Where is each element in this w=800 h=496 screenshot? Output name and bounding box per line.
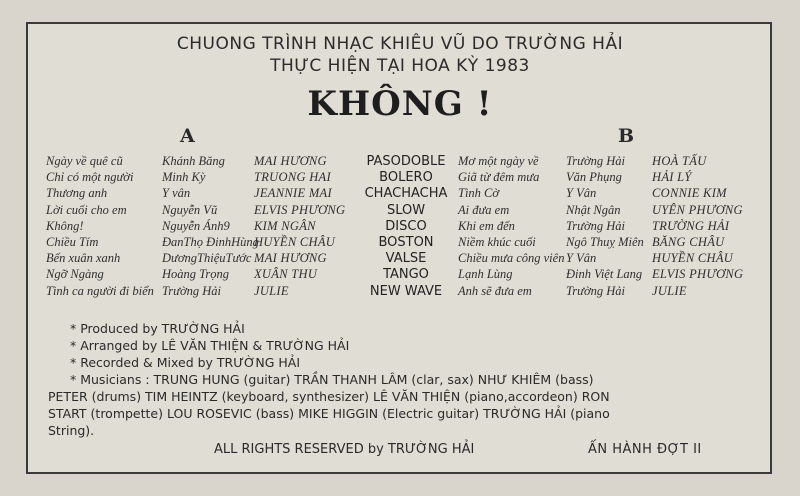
track-b-composer: Trường Hải [566, 218, 625, 233]
track-a-artist: TRUONG HAI [254, 170, 331, 185]
track-dance-style: PASODOBLE [366, 154, 446, 169]
track-b-artist: ELVIS PHƯƠNG [652, 267, 744, 282]
credit-arranged: * Arranged by LÊ VĂN THIỆN & TRƯỜNG HẢI [70, 338, 350, 353]
track-list [46, 154, 770, 300]
track-b-title: Khi em đến [458, 218, 515, 233]
track-b-title: Mơ một ngày về [458, 154, 539, 168]
track-a-title: Chỉ có một người [46, 170, 134, 185]
table-row [46, 203, 770, 219]
track-dance-style: SLOW [386, 202, 426, 218]
track-a-title: Thương anh [46, 186, 108, 201]
track-a-composer: ĐanThọ ĐinhHùng [162, 234, 259, 249]
track-a-artist: JULIE [254, 283, 289, 298]
track-b-composer: Ngô Thuỵ Miên [566, 234, 644, 249]
album-title: KHÔNG ! [307, 84, 493, 124]
program-heading: CHUONG TRÌNH NHẠC KHIÊU VŨ DO TRƯỜNG HẢI [176, 34, 624, 54]
table-row [46, 154, 770, 170]
track-b-title: Tình Cờ [458, 186, 500, 201]
track-a-artist: KIM NGÂN [254, 218, 316, 233]
track-a-artist: HUYỀN CHÂU [254, 234, 336, 249]
track-a-title: Chiều Tím [46, 234, 99, 249]
track-b-artist: JULIE [652, 283, 687, 298]
rights-notice: ALL RIGHTS RESERVED by TRƯỜNG HẢI [214, 442, 475, 457]
track-dance-style: TANGO [383, 267, 429, 283]
track-a-artist: XUÂN THU [254, 267, 318, 282]
track-b-title: Lạnh Lùng [458, 267, 513, 282]
side-a-label: A [180, 125, 195, 147]
track-a-composer: Nguyễn Ánh9 [162, 218, 230, 233]
track-a-title: Ngày về quê cũ [46, 154, 123, 168]
side-b-label: B [618, 125, 635, 147]
track-a-artist: MAI HƯƠNG [254, 154, 327, 168]
track-b-title: Anh sẽ đưa em [458, 283, 532, 298]
edition-label: ẤN HÀNH ĐỢT II [588, 442, 702, 457]
track-a-composer: Y vân [162, 186, 191, 201]
track-b-title: Giã từ đêm mưa [458, 170, 540, 185]
track-b-composer: Văn Phụng [566, 170, 622, 185]
track-b-artist: CONNIE KIM [652, 186, 727, 201]
track-a-composer: Khánh Băng [162, 154, 225, 168]
track-b-composer: Trường Hải [566, 283, 625, 298]
credits [48, 320, 748, 439]
track-b-composer: Y Vân [566, 186, 597, 201]
track-a-composer: Minh Kỳ [162, 170, 206, 185]
track-dance-style: BOSTON [378, 234, 434, 250]
track-dance-style: DISCO [385, 218, 427, 234]
track-a-title: Bến xuân xanh [46, 251, 121, 266]
track-b-artist: HẢI LÝ [652, 170, 692, 185]
track-a-composer: Hoàng Trọng [162, 267, 230, 282]
credit-recorded: * Recorded & Mixed by TRƯỜNG HẢI [70, 355, 301, 370]
track-dance-style: BOLERO [379, 170, 433, 186]
track-b-artist: TRƯỜNG HẢI [652, 218, 730, 233]
track-a-composer: DươngThiệuTước [162, 251, 252, 266]
track-a-artist: JEANNIE MAI [254, 186, 332, 201]
program-subheading: THỰC HIỆN TẠI HOA KỲ 1983 [270, 56, 530, 76]
track-b-composer: Trường Hải [566, 154, 625, 168]
table-row [46, 251, 770, 267]
track-a-artist: ELVIS PHƯƠNG [254, 202, 346, 217]
credit-musicians-cont: String). [48, 423, 95, 438]
track-b-artist: HUYỀN CHÂU [652, 251, 734, 266]
credit-musicians-cont: START (trompette) LOU ROSEVIC (bass) MIKE HIGGIN (Electric guitar) TRƯỜNG HẢI (piano [48, 406, 610, 421]
track-a-composer: Nguyễn Vũ [162, 202, 218, 217]
table-row [46, 219, 770, 235]
track-a-title: Tình ca người đi biển [46, 283, 154, 298]
credit-produced: * Produced by TRƯỜNG HẢI [70, 321, 245, 336]
credit-musicians-cont: PETER (drums) TIM HEINTZ (keyboard, synthesizer) LÊ VĂN THIỆN (piano,accordeon) RON [48, 389, 610, 404]
table-row [46, 284, 770, 300]
table-row [46, 235, 770, 251]
track-a-composer: Trường Hải [162, 283, 221, 298]
track-b-title: Chiều mưa công viên [458, 251, 565, 266]
table-row [46, 170, 770, 186]
track-b-title: Niềm khúc cuối [458, 234, 536, 249]
table-row [46, 267, 770, 283]
track-b-artist: BĂNG CHÂU [652, 234, 725, 249]
track-b-title: Ai đưa em [458, 202, 510, 217]
track-dance-style: NEW WAVE [369, 283, 443, 299]
track-a-title: Lời cuối cho em [46, 202, 127, 217]
track-a-title: Không! [46, 218, 84, 233]
track-a-artist: MAI HƯƠNG [254, 251, 327, 266]
credit-musicians: * Musicians : TRUNG HUNG (guitar) TRẦN THANH LÂM (clar, sax) NHƯ KHIÊM (bass) [70, 372, 594, 387]
table-row [46, 186, 770, 202]
track-b-composer: Đinh Việt Lang [566, 267, 643, 282]
track-b-artist: UYÊN PHƯƠNG [652, 202, 743, 217]
track-a-title: Ngỡ Ngàng [46, 267, 104, 282]
track-b-composer: Y Vân [566, 251, 597, 266]
track-b-artist: HOÀ TẤU [652, 154, 707, 168]
track-dance-style: VALSE [385, 251, 427, 267]
track-dance-style: CHACHACHA [364, 186, 448, 202]
track-b-composer: Nhật Ngân [566, 202, 621, 217]
